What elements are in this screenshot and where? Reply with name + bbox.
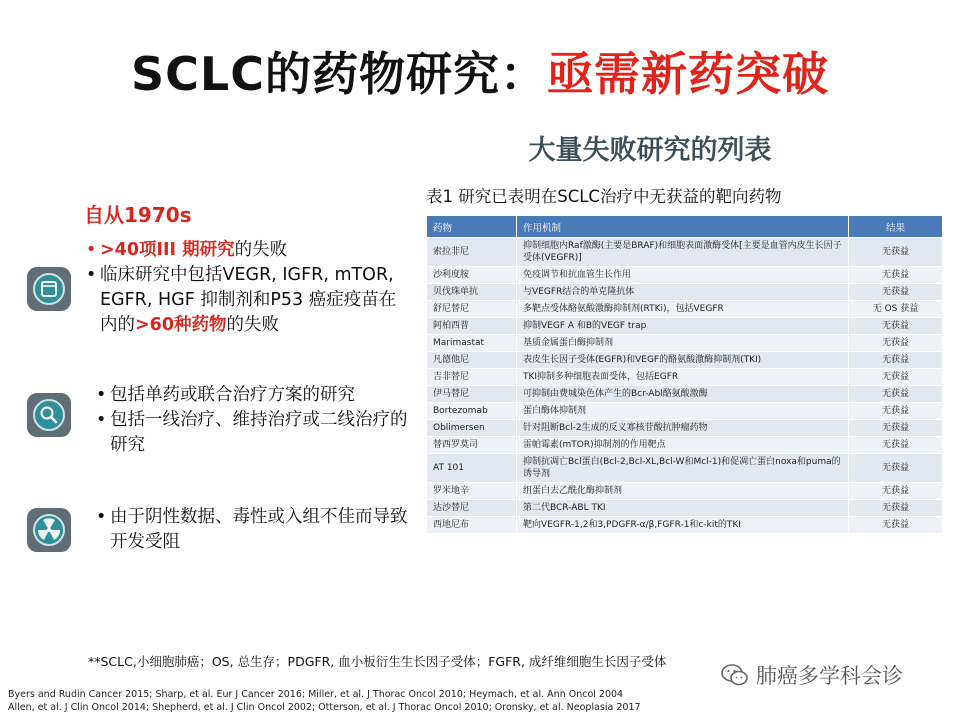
cell-result: 无获益: [849, 517, 943, 534]
title-highlight: 亟需新药突破: [546, 47, 829, 101]
header-mechanism: 作用机制: [517, 216, 849, 238]
table-header-row: [427, 216, 943, 238]
table-row: [427, 386, 943, 403]
section-subtitle: 大量失败研究的列表: [528, 135, 772, 166]
bullet-lines: • 包括一线治疗、维持治疗或二线治疗的研究: [96, 408, 416, 458]
highlight-drug-count: >60种药物: [135, 315, 227, 335]
cell-mechanism: 基质金属蛋白酶抑制剂: [517, 335, 849, 352]
table-row: [427, 483, 943, 500]
cell-result: 无获益: [849, 335, 943, 352]
table-row: [427, 238, 943, 267]
header-result: 结果: [849, 216, 943, 238]
bullet-phase3-failures: [86, 238, 406, 263]
cell-mechanism: 组蛋白去乙酰化酶抑制剂: [517, 483, 849, 500]
table-row: [427, 500, 943, 517]
reference-line: Byers and Rudin Cancer 2015; Sharp, et al. Eur J Cancer 2016; Miller, et al. J Thorac Oncol 2010; Heymach, et al. Ann Oncol 2004: [8, 689, 624, 700]
watermark-text: 肺癌多学科会诊: [756, 664, 903, 688]
bullet-drug-failures: [86, 263, 406, 338]
cell-mechanism: 可抑制由费城染色体产生的Bcr-Abl酪氨酸激酶: [517, 386, 849, 403]
highlight-phase3: >40项III 期研究: [100, 240, 235, 260]
cell-mechanism: 抑制VEGF A 和B的VEGF trap: [517, 318, 849, 335]
cell-drug: 凡德他尼: [427, 352, 517, 369]
table-row: [427, 335, 943, 352]
bullet-group-regimens: [96, 383, 416, 458]
table-row: [427, 420, 943, 437]
cell-mechanism: 针对阻断Bcl-2生成的反义寡核苷酸抗肿瘤药物: [517, 420, 849, 437]
cell-mechanism: 与VEGFR结合的单克隆抗体: [517, 284, 849, 301]
table-row: [427, 437, 943, 454]
cell-result: 无获益: [849, 369, 943, 386]
cell-result: 无获益: [849, 318, 943, 335]
cell-drug: Bortezomab: [427, 403, 517, 420]
table-row: [427, 301, 943, 318]
cell-result: 无获益: [849, 483, 943, 500]
cell-drug: 阿柏西普: [427, 318, 517, 335]
page-title: [0, 38, 960, 104]
table-caption: 表1 研究已表明在SCLC治疗中无获益的靶向药物: [426, 187, 782, 206]
watermark: [720, 660, 903, 690]
table-row: [427, 517, 943, 534]
cell-result: 无获益: [849, 420, 943, 437]
cell-mechanism: 多靶点受体酪氨酸激酶抑制剂(RTKi)，包括VEGFR: [517, 301, 849, 318]
cell-mechanism: 免疫调节和抗血管生长作用: [517, 267, 849, 284]
cell-result: 无获益: [849, 386, 943, 403]
table-row: [427, 454, 943, 483]
cell-drug: Marimastat: [427, 335, 517, 352]
wechat-icon: [720, 662, 750, 688]
cell-result: 无获益: [849, 437, 943, 454]
bullet-text: 的失败: [226, 315, 280, 335]
cell-drug: 罗米地辛: [427, 483, 517, 500]
cell-drug: 贝伐珠单抗: [427, 284, 517, 301]
magnifier-icon: [27, 393, 71, 437]
bullet-text: 临床研究中包括VEGR, IGFR, mTOR, EGFR, HGF 抑制剂和P53 癌症疫苗在内的: [100, 265, 397, 335]
table-row: [427, 284, 943, 301]
reference-line: Allen, et al. J Clin Oncol 2014; Shepherd, et al. J Clin Oncol 2002; Otterson, et al. J Thorac Oncol 2010; Oronsky, et al. Neoplasia 2017: [8, 702, 641, 713]
cell-mechanism: 表皮生长因子受体(EGFR)和VEGF的酪氨酸激酶抑制剂(TKI): [517, 352, 849, 369]
cell-drug: 沙利度胺: [427, 267, 517, 284]
cell-result: 无获益: [849, 454, 943, 483]
table-row: [427, 352, 943, 369]
since-heading: 自从1970s: [84, 203, 192, 227]
title-main: SCLC的药物研究：: [131, 47, 547, 101]
bullet-blocked: • 由于阴性数据、毒性或入组不佳而导致开发受阻: [96, 505, 416, 555]
cell-result: 无获益: [849, 352, 943, 369]
cell-mechanism: 抑制抗凋亡Bcl蛋白(Bcl-2,Bcl-XL,Bcl-W和Mcl-1)和促凋亡蛋白noxa和puma的诱导剂: [517, 454, 849, 483]
cell-result: 无获益: [849, 500, 943, 517]
footnote: **SCLC,小细胞肺癌；OS, 总生存；PDGFR, 血小板衍生生长因子受体；FGFR, 成纤维细胞生长因子受体: [88, 654, 667, 669]
cell-mechanism: 靶向VEGFR-1,2和3,PDGFR-α/β,FGFR-1和c-kit的TKI: [517, 517, 849, 534]
cell-drug: 达沙替尼: [427, 500, 517, 517]
cell-mechanism: TKI抑制多种细胞表面受体，包括EGFR: [517, 369, 849, 386]
cell-mechanism: 蛋白酶体抑制剂: [517, 403, 849, 420]
radiation-icon: [27, 508, 71, 552]
bullet-group-failures: [86, 238, 406, 338]
table-row: [427, 267, 943, 284]
bullet-regimens: • 包括单药或联合治疗方案的研究: [96, 383, 416, 408]
cell-mechanism: 抑制细胞内Raf激酶(主要是BRAF)和细胞表面激酶受体[主要是血管内皮生长因子受体(VEGFR)]: [517, 238, 849, 267]
table-row: [427, 369, 943, 386]
table-row: [427, 318, 943, 335]
references: [8, 688, 641, 714]
header-drug: 药物: [427, 216, 517, 238]
cell-drug: Oblimersen: [427, 420, 517, 437]
bullet-group-blocked: [96, 505, 416, 555]
cell-drug: 西地尼布: [427, 517, 517, 534]
cell-drug: 索拉非尼: [427, 238, 517, 267]
bullet-text: 的失败: [234, 240, 288, 260]
drug-table-container: [426, 215, 942, 615]
cell-result: 无获益: [849, 267, 943, 284]
drug-table: [426, 215, 943, 534]
cell-mechanism: 第二代BCR-ABL TKI: [517, 500, 849, 517]
cell-result: 无获益: [849, 238, 943, 267]
cell-drug: AT 101: [427, 454, 517, 483]
tablet-icon: [27, 267, 71, 311]
cell-result: 无获益: [849, 284, 943, 301]
cell-result: 无获益: [849, 403, 943, 420]
cell-drug: 伊马替尼: [427, 386, 517, 403]
cell-result: 无 OS 获益: [849, 301, 943, 318]
table-row: [427, 403, 943, 420]
cell-mechanism: 雷帕霉素(mTOR)抑制剂的作用靶点: [517, 437, 849, 454]
cell-drug: 舒尼替尼: [427, 301, 517, 318]
cell-drug: 替西罗莫司: [427, 437, 517, 454]
cell-drug: 吉非替尼: [427, 369, 517, 386]
